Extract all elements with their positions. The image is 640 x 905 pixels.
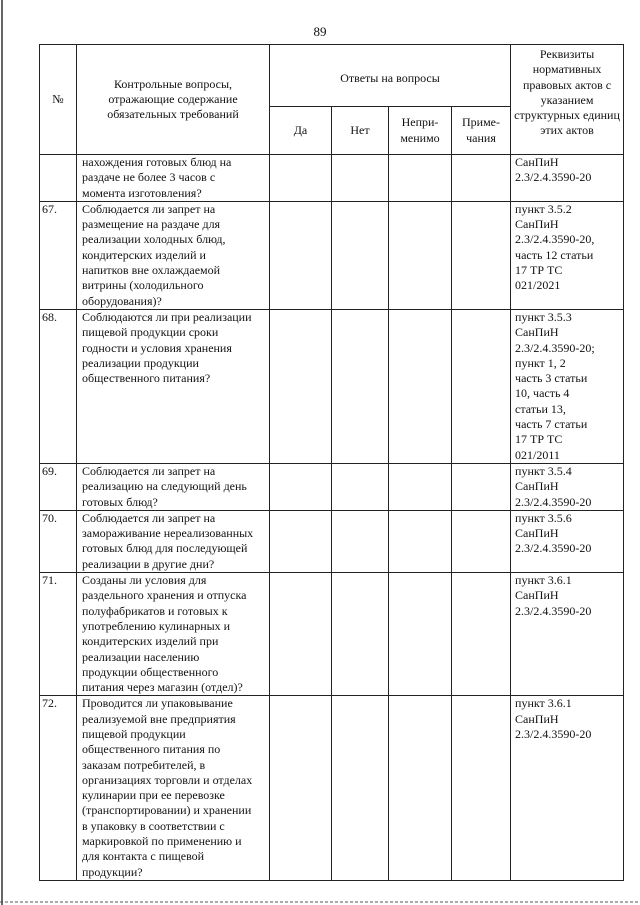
answer-no-cell[interactable]: [332, 155, 389, 202]
header-not-applicable: Непри- менимо: [389, 107, 452, 155]
header-question: Контрольные вопросы, отражающие содержание обязательных требований: [77, 45, 270, 155]
row-number: 67.: [40, 201, 77, 309]
answer-no-cell[interactable]: [332, 463, 389, 510]
row-requisites: пункт 3.5.2 СанПиН 2.3/2.4.3590-20, часть 12 статьи 17 ТР ТС 021/2021: [511, 201, 624, 309]
row-requisites: пункт 3.5.4 СанПиН 2.3/2.4.3590-20: [511, 463, 624, 510]
answer-no-cell[interactable]: [332, 573, 389, 696]
row-requisites: пункт 3.5.6 СанПиН 2.3/2.4.3590-20: [511, 510, 624, 572]
row-question: Соблюдается ли запрет на реализацию на следующий день готовых блюд?: [77, 463, 270, 510]
row-number: 69.: [40, 463, 77, 510]
page-number: 89: [313, 24, 327, 39]
row-number: 70.: [40, 510, 77, 572]
answer-notes-cell[interactable]: [452, 309, 511, 463]
checklist-table: [39, 44, 624, 881]
row-number: 72.: [40, 696, 77, 881]
table-row: [40, 155, 624, 202]
answer-not-applicable-cell[interactable]: [389, 201, 452, 309]
row-requisites: пункт 3.5.3 СанПиН 2.3/2.4.3590-20; пункт 1, 2 часть 3 статьи 10, часть 4 статьи 13, часть 7 статьи 17 ТР ТС 021/2011: [511, 309, 624, 463]
answer-notes-cell[interactable]: [452, 510, 511, 572]
answer-notes-cell[interactable]: [452, 696, 511, 881]
header-no: Нет: [332, 107, 389, 155]
answer-yes-cell[interactable]: [270, 463, 332, 510]
row-number: 71.: [40, 573, 77, 696]
row-question: Соблюдается ли запрет на размещение на раздаче для реализации холодных блюд, кондитерских изделий и напитков вне охлаждаемой витрины (холодильного оборудования)?: [77, 201, 270, 309]
answer-yes-cell[interactable]: [270, 510, 332, 572]
answer-no-cell[interactable]: [332, 696, 389, 881]
table-row: [40, 463, 624, 510]
row-question: Созданы ли условия для раздельного хранения и отпуска полуфабрикатов и готовых к употреблению кулинарных и кондитерских изделий при реализации населению продукции общественного питания через магазин (отдел)?: [77, 573, 270, 696]
answer-not-applicable-cell[interactable]: [389, 309, 452, 463]
answer-no-cell[interactable]: [332, 510, 389, 572]
row-question: Проводится ли упаковывание реализуемой вне предприятия пищевой продукции общественного питания по заказам потребителей, в организациях торговли и отделах кулинарии при ее перевозке (транспортировании) и хранении в упаковку в соответствии с маркировкой по применению и для контакта с пищевой продукции?: [77, 696, 270, 881]
answer-not-applicable-cell[interactable]: [389, 573, 452, 696]
answer-not-applicable-cell[interactable]: [389, 155, 452, 202]
table-row: [40, 573, 624, 696]
answer-yes-cell[interactable]: [270, 201, 332, 309]
table-row: [40, 201, 624, 309]
header-yes: Да: [270, 107, 332, 155]
answer-yes-cell[interactable]: [270, 309, 332, 463]
answer-no-cell[interactable]: [332, 201, 389, 309]
table-row: [40, 696, 624, 881]
answer-yes-cell[interactable]: [270, 573, 332, 696]
answer-notes-cell[interactable]: [452, 155, 511, 202]
row-requisites: СанПиН 2.3/2.4.3590-20: [511, 155, 624, 202]
row-requisites: пункт 3.6.1 СанПиН 2.3/2.4.3590-20: [511, 573, 624, 696]
row-question: Соблюдаются ли при реализации пищевой продукции сроки годности и условия хранения реализации продукции общественного питания?: [77, 309, 270, 463]
row-number: [40, 155, 77, 202]
row-question: нахождения готовых блюд на раздаче не более 3 часов с момента изготовления?: [77, 155, 270, 202]
row-question: Соблюдается ли запрет на замораживание нереализованных готовых блюд для последующей реализации в другие дни?: [77, 510, 270, 572]
header-requisites: Реквизиты нормативных правовых актов с указанием структурных единиц этих актов: [511, 45, 624, 155]
table-row: [40, 309, 624, 463]
answer-not-applicable-cell[interactable]: [389, 463, 452, 510]
table-row: [40, 510, 624, 572]
header-row-top: [40, 45, 624, 107]
answer-notes-cell[interactable]: [452, 463, 511, 510]
answer-not-applicable-cell[interactable]: [389, 510, 452, 572]
header-notes: Приме- чания: [452, 107, 511, 155]
answer-notes-cell[interactable]: [452, 201, 511, 309]
answer-yes-cell[interactable]: [270, 696, 332, 881]
header-answers: Ответы на вопросы: [270, 45, 511, 107]
answer-no-cell[interactable]: [332, 309, 389, 463]
answer-notes-cell[interactable]: [452, 573, 511, 696]
row-requisites: пункт 3.6.1 СанПиН 2.3/2.4.3590-20: [511, 696, 624, 881]
answer-yes-cell[interactable]: [270, 155, 332, 202]
row-number: 68.: [40, 309, 77, 463]
answer-not-applicable-cell[interactable]: [389, 696, 452, 881]
header-number: №: [40, 45, 77, 155]
